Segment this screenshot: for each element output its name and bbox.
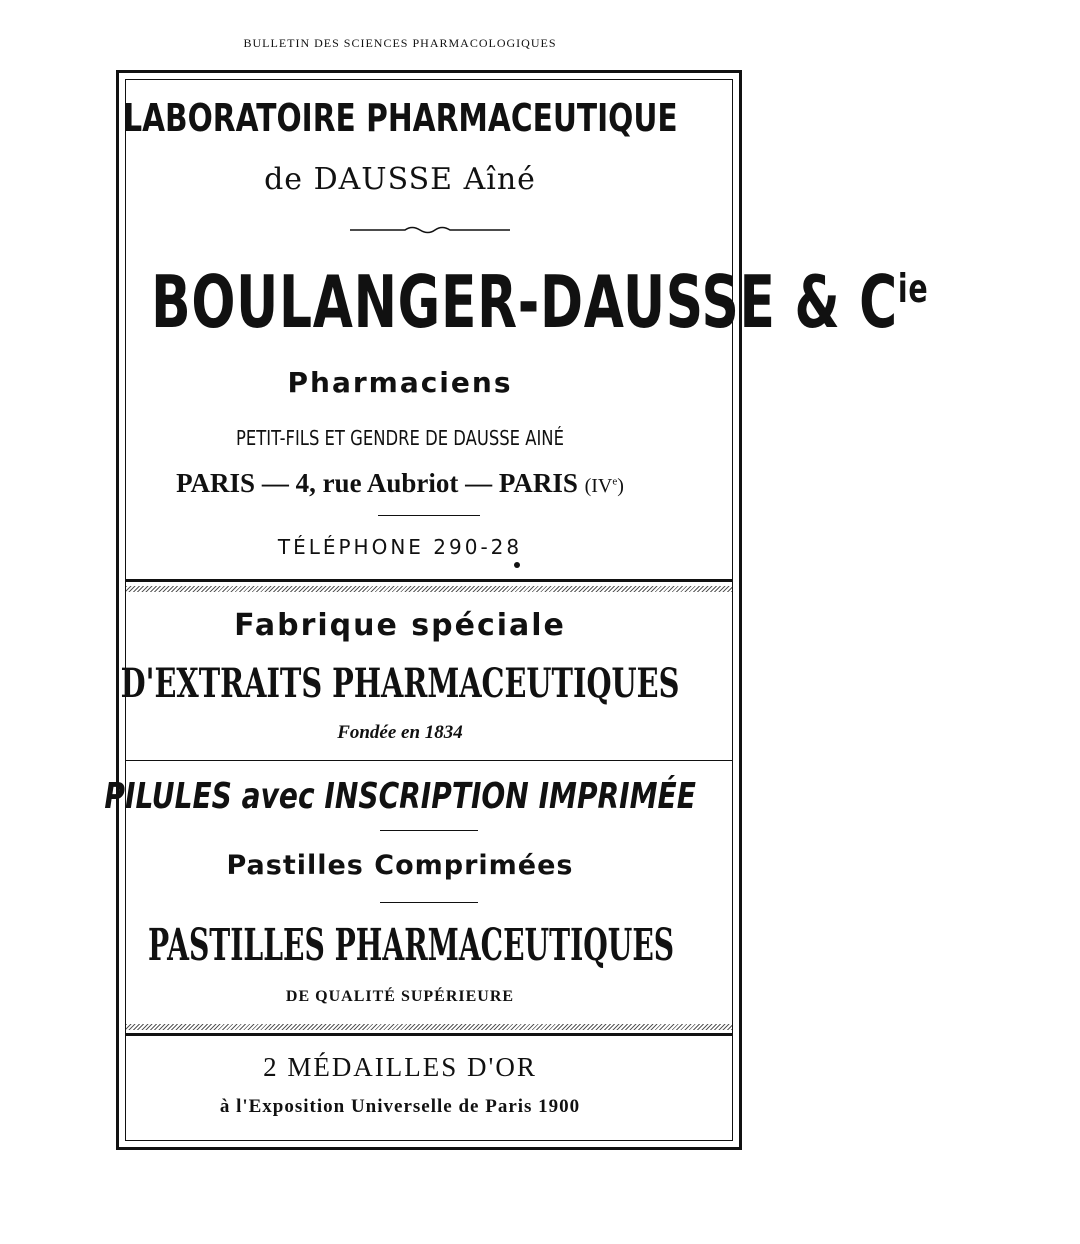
profession: Pharmaciens — [287, 366, 513, 399]
divider-short-2 — [380, 830, 478, 831]
address-arr-close: ) — [617, 475, 624, 497]
flourish-ornament — [350, 223, 510, 237]
medailles-line: 2 MÉDAILLES D'OR — [263, 1052, 537, 1082]
divider-wavy — [126, 586, 732, 592]
lineage-row — [0, 426, 800, 450]
telephone: TÉLÉPHONE 290-28 — [277, 535, 523, 559]
divider-short-3 — [380, 902, 478, 903]
address-city-right: PARIS — [498, 468, 578, 498]
divider-wavy-2 — [126, 1024, 732, 1030]
ornament-dot — [514, 562, 520, 568]
extraits-row — [0, 660, 800, 707]
divider-thick-2 — [126, 1033, 732, 1036]
lab-subtitle: de DAUSSE Aîné — [264, 162, 536, 197]
pastilles-comprimees: Pastilles Comprimées — [226, 850, 574, 881]
address-street: — 4, rue Aubriot — — [261, 468, 493, 498]
address-arr-sup: e — [612, 475, 618, 488]
address-row — [0, 468, 800, 499]
running-title: BULLETIN DES SCIENCES PHARMACOLOGIQUES — [243, 36, 557, 50]
address-city-left: PARIS — [176, 468, 256, 498]
lab-title-row — [0, 96, 800, 140]
pilules-row — [0, 776, 800, 817]
founded-line: Fondée en 1834 — [337, 722, 463, 743]
pastilles-pharma: PASTILLES PHARMACEUTIQUES — [147, 920, 675, 971]
divider-thin — [126, 760, 732, 761]
qualite-line: DE QUALITÉ SUPÉRIEURE — [285, 988, 515, 1005]
company-suffix: ie — [897, 266, 929, 312]
company-name: BOULANGER-DAUSSE & C — [151, 260, 898, 344]
pilules-line: PILULES avec INSCRIPTION IMPRIMÉE — [104, 776, 696, 817]
address-arr: (IV — [584, 475, 613, 497]
divider-thick — [126, 579, 732, 582]
company-row — [0, 260, 929, 344]
lab-title: LABORATOIRE PHARMACEUTIQUE — [122, 96, 678, 140]
exposition-line: à l'Exposition Universelle de Paris 1900 — [219, 1096, 581, 1117]
extraits-title: D'EXTRAITS PHARMACEUTIQUES — [120, 660, 680, 707]
divider-short — [378, 515, 480, 516]
fabrique-heading: Fabrique spéciale — [234, 608, 566, 643]
pastilles-pharma-row — [0, 920, 800, 971]
lineage: PETIT-FILS ET GENDRE DE DAUSSE AINÉ — [236, 426, 564, 450]
